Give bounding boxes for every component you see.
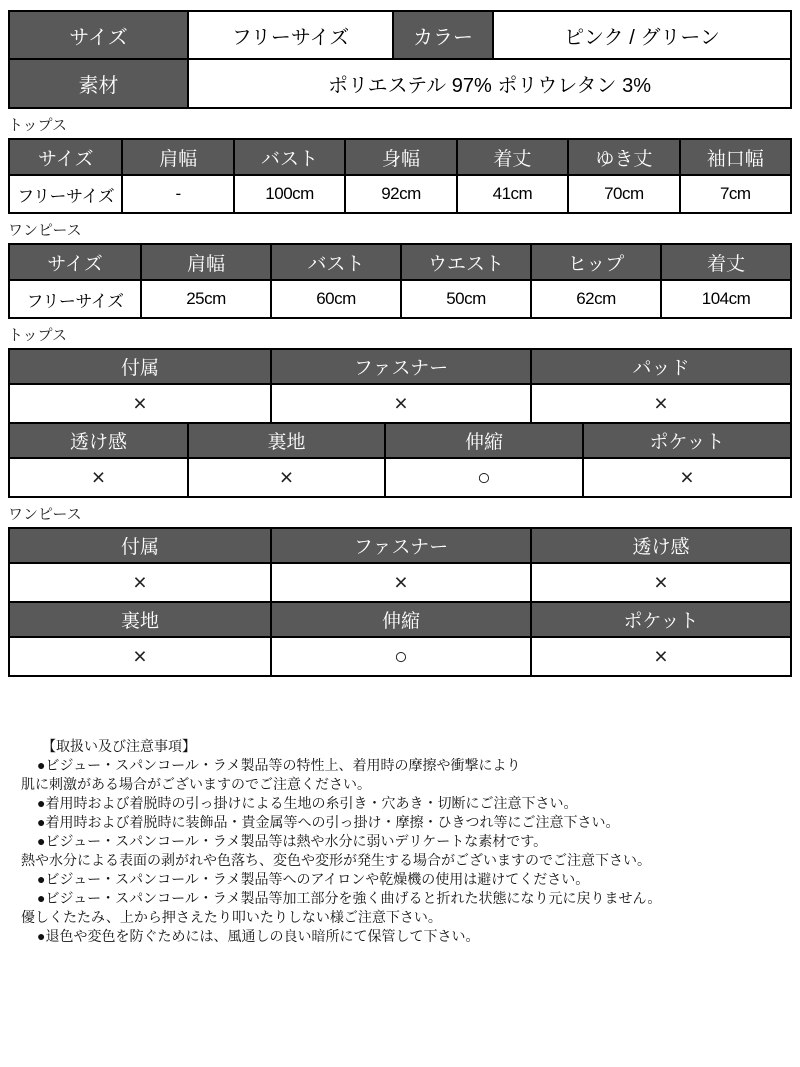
data-cell: 50cm [400,281,530,317]
data-cell: 41cm [456,176,567,212]
note-line: ●ビジュー・スパンコール・ラメ製品等の特性上、着用時の摩擦や衝撃により [37,757,521,773]
note-line: 肌に刺激がある場合がございますのでご注意ください。 [21,776,371,792]
feature-value-cell: × [133,390,147,416]
header-cell: ファスナー [270,350,530,383]
feature-value-cell: × [270,564,530,601]
data-cell: 62cm [530,281,660,317]
header-cell: 透け感 [530,529,790,562]
header-cell: 伸縮 [270,603,530,636]
header-cell: 身幅 [344,140,455,174]
note-line: 熱や水分による表面の剥がれや色落ち、変色や変形が発生する場合がございますのでご注意下さい。 [21,852,651,868]
table-row [10,383,790,422]
data-cell: 92cm [344,176,455,212]
care-notes-section [8,737,792,946]
data-cell: フリーサイズ [17,186,115,206]
onepiece-features-table [8,527,792,603]
header-cell: 着丈 [456,140,567,174]
data-cell: 70cm [567,176,678,212]
feature-value-cell: ○ [384,459,582,496]
header-cell: 付属 [10,529,270,562]
note-line: ●ビジュー・スパンコール・ラメ製品等へのアイロンや乾燥機の使用は避けてください。 [37,871,590,887]
color-value-cell: ピンク / グリーン [492,12,790,58]
header-cell: パッド [530,350,790,383]
section-label-tops-features: トップス [8,327,67,344]
header-cell: ポケット [582,424,790,457]
header-cell: ポケット [530,603,790,636]
header-cell: ファスナー [270,529,530,562]
header-cell: サイズ [10,245,140,279]
header-cell: サイズ [10,140,121,174]
size-value-cell: フリーサイズ [187,12,392,58]
feature-value-cell: × [582,459,790,496]
product-spec-table [8,10,792,109]
feature-value-cell: × [530,638,790,675]
onepiece-features-table-part2 [8,603,792,677]
note-line: ●着用時および着脱時に装飾品・貴金属等への引っ掛け・摩擦・ひきつれ等にご注意下さい。 [37,814,620,830]
table-row [10,562,790,601]
feature-value-cell: × [530,385,790,422]
data-cell: 25cm [140,281,270,317]
data-cell: - [121,176,232,212]
header-cell: ウエスト [400,245,530,279]
feature-value-cell: × [530,564,790,601]
feature-value-cell: × [133,569,147,595]
header-cell: バスト [233,140,344,174]
note-line: ●着用時および着脱時の引っ掛けによる生地の糸引き・穴あき・切断にご注意下さい。 [37,795,578,811]
header-cell: 伸縮 [384,424,582,457]
header-cell: ゆき丈 [567,140,678,174]
material-label-cell: 素材 [10,60,187,107]
note-line: ●ビジュー・スパンコール・ラメ製品等加工部分を強く曲げると折れた状態になり元に戻りません。 [37,890,662,906]
header-cell: 透け感 [10,424,187,457]
note-line: ●ビジュー・スパンコール・ラメ製品等は熱や水分に弱いデリケートな素材です。 [37,833,548,849]
table-row [10,279,790,317]
tops-features-table [8,348,792,424]
tops-size-table [8,138,792,214]
header-cell: 肩幅 [121,140,232,174]
header-cell: 着丈 [660,245,790,279]
header-cell: 肩幅 [140,245,270,279]
onepiece-size-table [8,243,792,319]
feature-value-cell: × [91,464,106,490]
data-cell: 100cm [233,176,344,212]
table-row [10,636,790,675]
header-cell: 袖口幅 [679,140,790,174]
notes-title: 【取扱い及び注意事項】 [42,738,196,754]
data-cell: フリーサイズ [26,291,124,311]
color-label-cell: カラー [392,12,492,58]
header-cell: 裏地 [10,603,270,636]
material-value-cell: ポリエステル 97% ポリウレタン 3% [187,60,790,107]
section-label-onepiece-size: ワンピース [8,222,82,239]
note-line: ●退色や変色を防ぐためには、風通しの良い暗所にて保管して下さい。 [37,928,480,944]
feature-value-cell: ○ [270,638,530,675]
header-cell: バスト [270,245,400,279]
tops-features-table-part2 [8,424,792,498]
size-label-cell: サイズ [10,12,187,58]
feature-value-cell: × [270,385,530,422]
header-cell: 付属 [10,350,270,383]
header-cell: ヒップ [530,245,660,279]
section-label-onepiece-features: ワンピース [8,506,82,523]
feature-value-cell: × [133,643,147,669]
table-row [10,457,790,496]
data-cell: 104cm [660,281,790,317]
data-cell: 60cm [270,281,400,317]
section-label-tops-size: トップス [8,117,67,134]
header-cell: 裏地 [187,424,384,457]
note-line: 優しくたたみ、上から押さえたり叩いたりしない様ご注意下さい。 [21,909,442,925]
table-row [10,174,790,212]
feature-value-cell: × [187,459,384,496]
data-cell: 7cm [679,176,790,212]
